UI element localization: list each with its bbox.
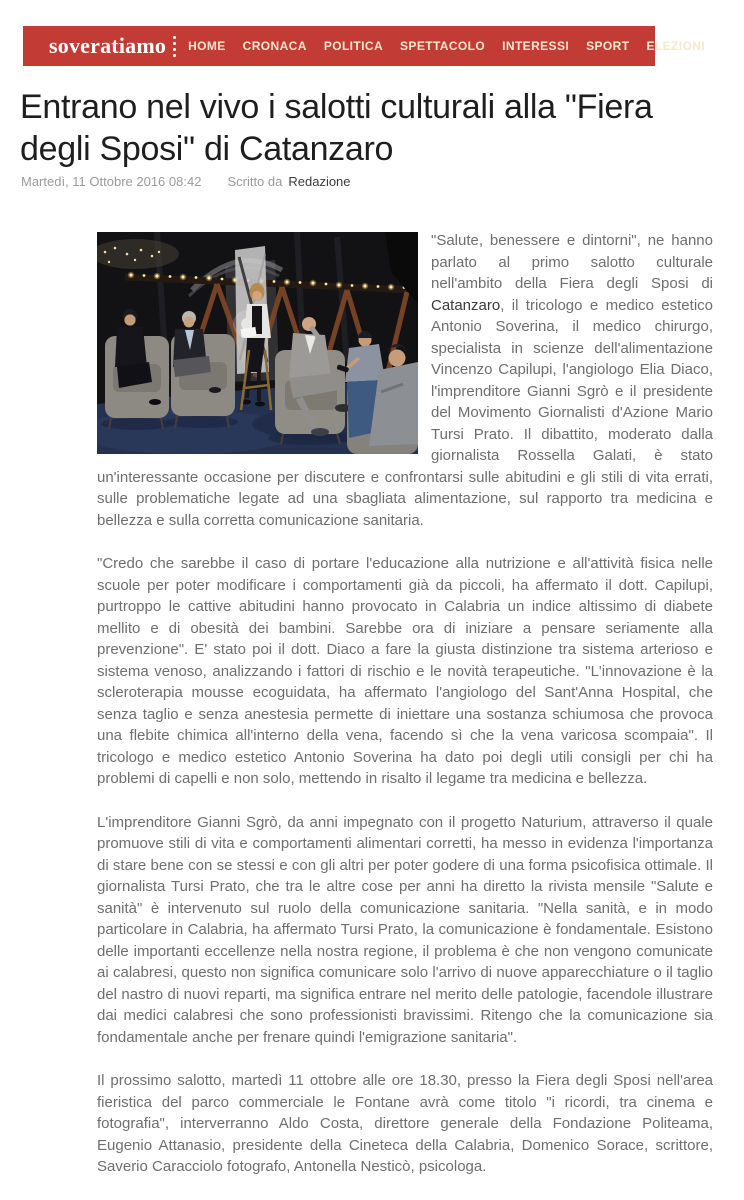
paragraph-4: Il prossimo salotto, martedì 11 ottobre alle ore 18.30, presso la Fiera degli Sposi nell'area fieristica del parco commerciale le Fontane avrà come titolo "i ricordi, tra cinema e fotografia", interverranno Aldo Costa, direttore generale della Fondazione Politeama, Eugenio Attanasio, presidente della Cineteca della Calabria, Domenico Sorace, scrittore, Saverio Caracciolo fotografo, Antonella Nesticò, psicologa.: [97, 1072, 713, 1175]
panel-discussion-photo-graphic: [97, 232, 418, 454]
nav-list-item: [400, 37, 485, 55]
site-logo[interactable]: soveratiamo: [49, 33, 167, 58]
author-link[interactable]: Redazione: [288, 174, 351, 189]
article-photo: [97, 232, 418, 454]
nav-list-item: [502, 37, 569, 55]
dots-divider-icon: [173, 36, 176, 57]
nav-list-item: [188, 37, 226, 55]
nav-item-politica[interactable]: POLITICA: [323, 39, 384, 53]
nav-list-item: [586, 37, 629, 55]
catanzaro-link[interactable]: Catanzaro: [431, 296, 501, 314]
nav-item-home[interactable]: HOME: [188, 39, 226, 53]
nav-item-interessi[interactable]: INTERESSI: [502, 39, 570, 53]
nav-item-elezioni[interactable]: ELEZIONI: [646, 39, 705, 53]
nav-list-item: [646, 37, 705, 55]
nav-menu: [188, 37, 705, 55]
nav-item-spettacolo[interactable]: SPETTACOLO: [400, 39, 486, 53]
article-body: [97, 230, 713, 1200]
written-by-label: Scritto da: [227, 174, 283, 189]
p1-text-after: , il tricologo e medico estetico Antonio Soverina, il medico chirurgo, specialista in scienze dell'alimentazione Vincenzo Capilupi, l'angiologo Elia Diaco, l'imprenditore Gianni Sgrò e il presidente del Movimento Giornalisti d'Azione Mario Tursi Prato. Il dibattito, moderato dalla giornalista Rossella Galati, è stato un'interessante occasione per discutere e confrontarsi sulle abitudini e gli stili di vita errati, sulle problematiche legate ad una sbagliata alimentazione, sul rapporto tra medicina e bellezza e sulla corretta comunicazione sanitaria.: [97, 296, 713, 529]
nav-list-item: [243, 37, 307, 55]
nav-item-cronaca[interactable]: CRONACA: [242, 39, 307, 53]
nav-item-sport[interactable]: SPORT: [586, 39, 630, 53]
p1-text-before: "Salute, benessere e dintorni", ne hanno parlato al primo salotto culturale nell'ambito della Fiera degli Sposi di: [431, 232, 713, 292]
paragraph-2: "Credo che sarebbe il caso di portare l'educazione alla nutrizione e all'attività fisica nelle scuole per poter modificare i comportamenti già da piccoli, ha affermato il dott. Capilupi, purtroppo le cattive abitudini hanno provocato in Calabria un indice altissimo di diabete mellito e di obesità dei bambini. Sarebbe ora di iniziare a pensare seriamente alla prevenzione". E' stato poi il dott. Diaco a fare la giusta distinzione tra sistema arterioso e sistema venoso, analizzando i fattori di rischio e le novità terapeutiche. "L'innovazione è la scleroterapia mousse ecoguidata, ha affermato l'angiologo del Sant'Anna Hospital, che senza taglio e senza anestesia permette di iniettare una sostanza schiumosa che provoca una flebite chimica all'interno della vena, facendo sì che la vena varicosa scompaia". Il tricologo e medico estetico Antonio Soverina ha dato poi degli utili consigli per chi ha problemi di capelli e non solo, mettendo in risalto il legame tra medicina e bellezza.: [97, 555, 713, 787]
publish-date: Martedì, 11 Ottobre 2016 08:42: [21, 174, 202, 189]
nav-list-item: [324, 37, 383, 55]
article-title: Entrano nel vivo i salotti culturali alla "Fiera degli Sposi" di Catanzaro: [20, 88, 653, 168]
article-meta: [21, 174, 351, 189]
paragraph-3: L'imprenditore Gianni Sgrò, da anni impegnato con il progetto Naturium, attraverso il quale promuove stili di vita e comportamenti alimentari corretti, ha messo in evidenza l'importanza di stare bene con se stessi e con gli altri per poter godere di una forma psicofisica ottimale. Il giornalista Tursi Prato, che tra le altre cose per anni ha diretto la rivista mensile "Salute e sanità" è intervenuto sul ruolo della comunicazione sanitaria. "Nella sanità, e in modo particolare in Calabria, ha affermato Tursi Prato, la comunicazione è fondamentale. Esistono delle importanti eccellenze nella nostra regione, il problema è che non vengono comunicate ai calabresi, questo non significa comunicare solo l'arrivo di nuove apparecchiature o il taglio del nastro di nuovi reparti, ma significa entrare nel merito delle patologie, facendole illustrare dai medici calabresi che sono professionisti bravissimi. Ritengo che la comunicazione sia fondamentale anche per frenare quindi l'emigrazione sanitaria".: [97, 813, 713, 1046]
top-navigation: [23, 26, 705, 66]
